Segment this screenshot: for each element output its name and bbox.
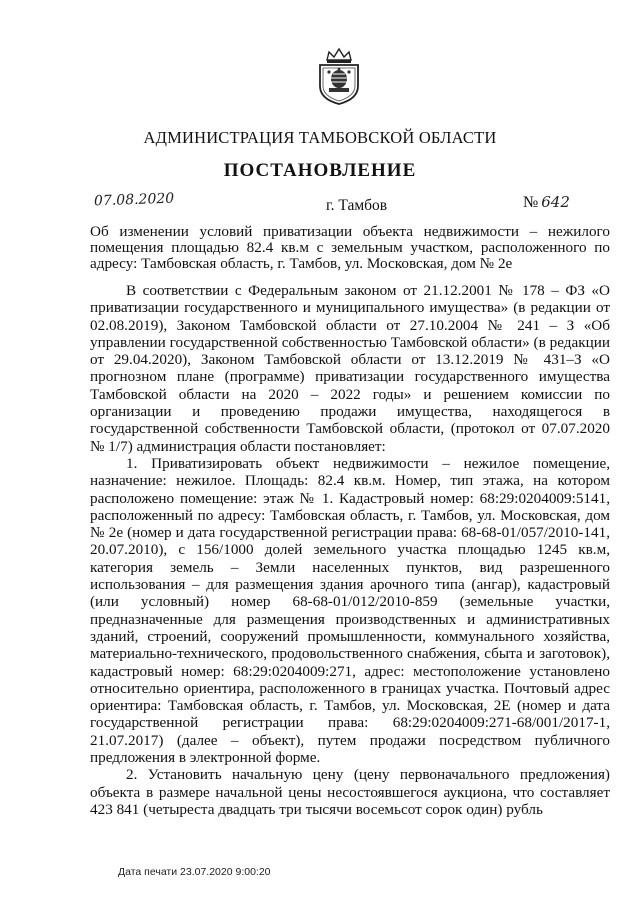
clause-1-paragraph: 1. Приватизировать объект недвижимости – нежилое помещение, назначение: нежилое. Площадь: 82.4 кв.м. Номер, тип этажа, на котором расположено помещение: этаж № 1. Кадастровый номер: 68:29:0204009:5141, расположенный по адресу: Тамбовская область, г. Тамбов, ул. Московская, дом № 2е (номер и дата государственной регистрации права: 68-68-01/057/2010-141, 20.07.2010), с 156/1000 долей земельного участка площадью 1245 кв.м, категория земель – Земли населенных пунктов, вид разрешенного использования – для размещения здания арочного типа (ангар), кадастровый (или условный) номер 68-68-01/012/2010-859 (земельные участки, предназначенные для размещения производственных и административных зданий, строений, сооружений промышленности, коммунального хозяйства, материально-технического, продовольственного снабжения, сбыта и заготовок), кадастровый номер: 68:29:0204009:271, адрес: местоположение установлено относительно ориентира, расположенного в границах участка. Почтовый адрес ориентира: Тамбовская область, г. Тамбов, ул. Московская, 2Е (номер и дата государственной регистрации права: 68:29:0204009:271-68/001/2017-1, 21.07.2017) (далее – объект), путем продажи посредством публичного предложения в электронной форме. bbox=[90, 454, 610, 767]
print-date-footer: Дата печати 23.07.2020 9:00:20 bbox=[118, 866, 271, 878]
document-type-heading: ПОСТАНОВЛЕНИЕ bbox=[223, 160, 417, 181]
clause-2-paragraph: 2. Установить начальную цену (цену первоначального предложения) объекта в размере начальной цены несостоявшегося аукциона, что составляет 423 841 (четыреста двадцать три тысячи восемьсот сорок один) рубль bbox=[90, 766, 610, 818]
document-number bbox=[523, 193, 570, 212]
handwritten-date: 07.08.2020 bbox=[93, 190, 175, 210]
handwritten-number: 642 bbox=[541, 193, 570, 211]
preamble-paragraph: В соответствии с Федеральным законом от 21.12.2001 № 178 – ФЗ «О приватизации государственного и муниципального имущества» (в редакции от 02.08.2019), Законом Тамбовской области от 27.10.2004 № 241 – З «Об управлении государственной собственностью Тамбовской области» (в редакции от 29.04.2020), Законом Тамбовской области от 13.12.2019 № 431–З «О прогнозном плане (программе) приватизации государственного имущества Тамбовской области на 2020 – 2022 годы» и решением комиссии по организации и проведению продажи имущества, находящегося в государственной собственности Тамбовской области, (протокол от 07.07.2020 № 1/7) администрация области постановляет: bbox=[90, 282, 610, 455]
coat-of-arms-icon bbox=[315, 46, 363, 106]
city-label: г. Тамбов bbox=[326, 197, 388, 214]
organization-title: АДМИНИСТРАЦИЯ ТАМБОВСКОЙ ОБЛАСТИ bbox=[143, 128, 497, 147]
document-subject: Об изменении условий приватизации объекта недвижимости – нежилого помещения площадью 82.4 кв.м с земельным участком, расположенного по адресу: Тамбовская область, г. Тамбов, ул. Московская, дом № 2е bbox=[90, 223, 610, 273]
number-sign: № bbox=[523, 194, 539, 211]
document-body bbox=[90, 282, 610, 818]
